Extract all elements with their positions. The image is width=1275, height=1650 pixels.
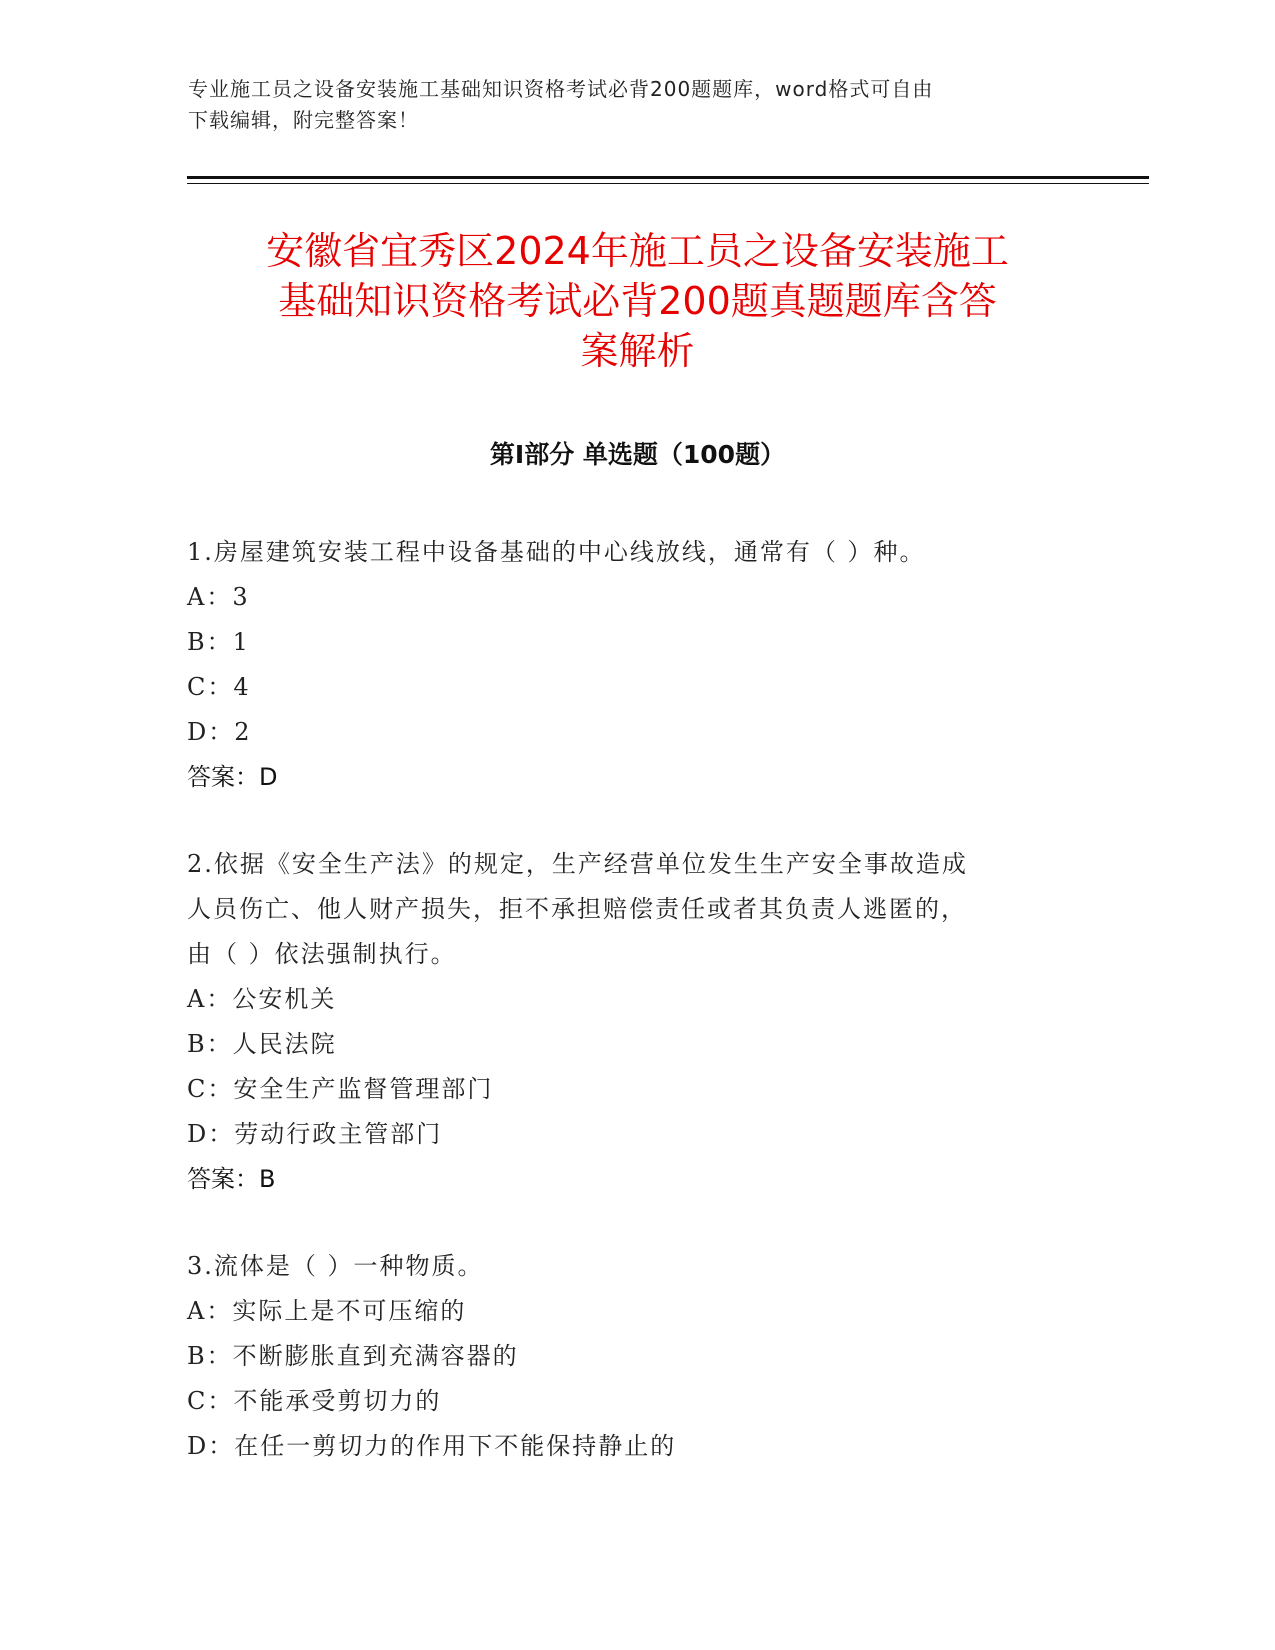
question-stem-line: 3.流体是（ ）一种物质。: [187, 1252, 484, 1280]
section-title: 第Ⅰ部分 单选题（100题）: [489, 440, 786, 469]
question-list: [187, 530, 1087, 1511]
question-option-b: B：人民法院: [187, 1030, 337, 1058]
question-stem-line: 2.依据《安全生产法》的规定，生产经营单位发生生产安全事故造成: [187, 850, 968, 878]
header-divider-thick: [187, 176, 1149, 179]
question-answer: 答案：D: [187, 763, 278, 791]
question-option-d: D：劳动行政主管部门: [187, 1120, 443, 1148]
question-option-d: D：2: [187, 718, 252, 746]
question-1: [187, 530, 1087, 800]
question-option-b: B：不断膨胀直到充满容器的: [187, 1342, 519, 1370]
question-answer: 答案：B: [187, 1165, 276, 1193]
question-stem-line: 1.房屋建筑安装工程中设备基础的中心线放线，通常有（ ）种。: [187, 538, 926, 566]
header-note: [188, 74, 1088, 136]
question-3: [187, 1244, 1087, 1469]
document-title: [150, 226, 1125, 376]
question-option-c: C：安全生产监督管理部门: [187, 1075, 494, 1103]
document-title-line-2: 基础知识资格考试必背200题真题题库含答: [278, 279, 997, 323]
document-title-line-3: 案解析: [580, 329, 695, 373]
question-option-a: A：公安机关: [187, 985, 337, 1013]
question-stem-line: 由（ ）依法强制执行。: [187, 940, 457, 968]
question-option-d: D：在任一剪切力的作用下不能保持静止的: [187, 1432, 677, 1460]
header-note-line-1: 专业施工员之设备安装施工基础知识资格考试必背200题题库，word格式可自由: [188, 77, 934, 101]
question-2: [187, 842, 1087, 1202]
question-stem-line: 人员伤亡、他人财产损失，拒不承担赔偿责任或者其负责人逃匿的，: [187, 895, 967, 923]
document-title-line-1: 安徽省宜秀区2024年施工员之设备安装施工: [266, 229, 1009, 273]
question-option-c: C：4: [187, 673, 251, 701]
question-option-c: C：不能承受剪切力的: [187, 1387, 442, 1415]
question-option-b: B：1: [187, 628, 250, 656]
question-option-a: A：实际上是不可压缩的: [187, 1297, 467, 1325]
question-option-a: A：3: [187, 583, 250, 611]
header-note-line-2: 下载编辑，附完整答案！: [188, 108, 419, 132]
header-divider-thin: [187, 183, 1149, 184]
